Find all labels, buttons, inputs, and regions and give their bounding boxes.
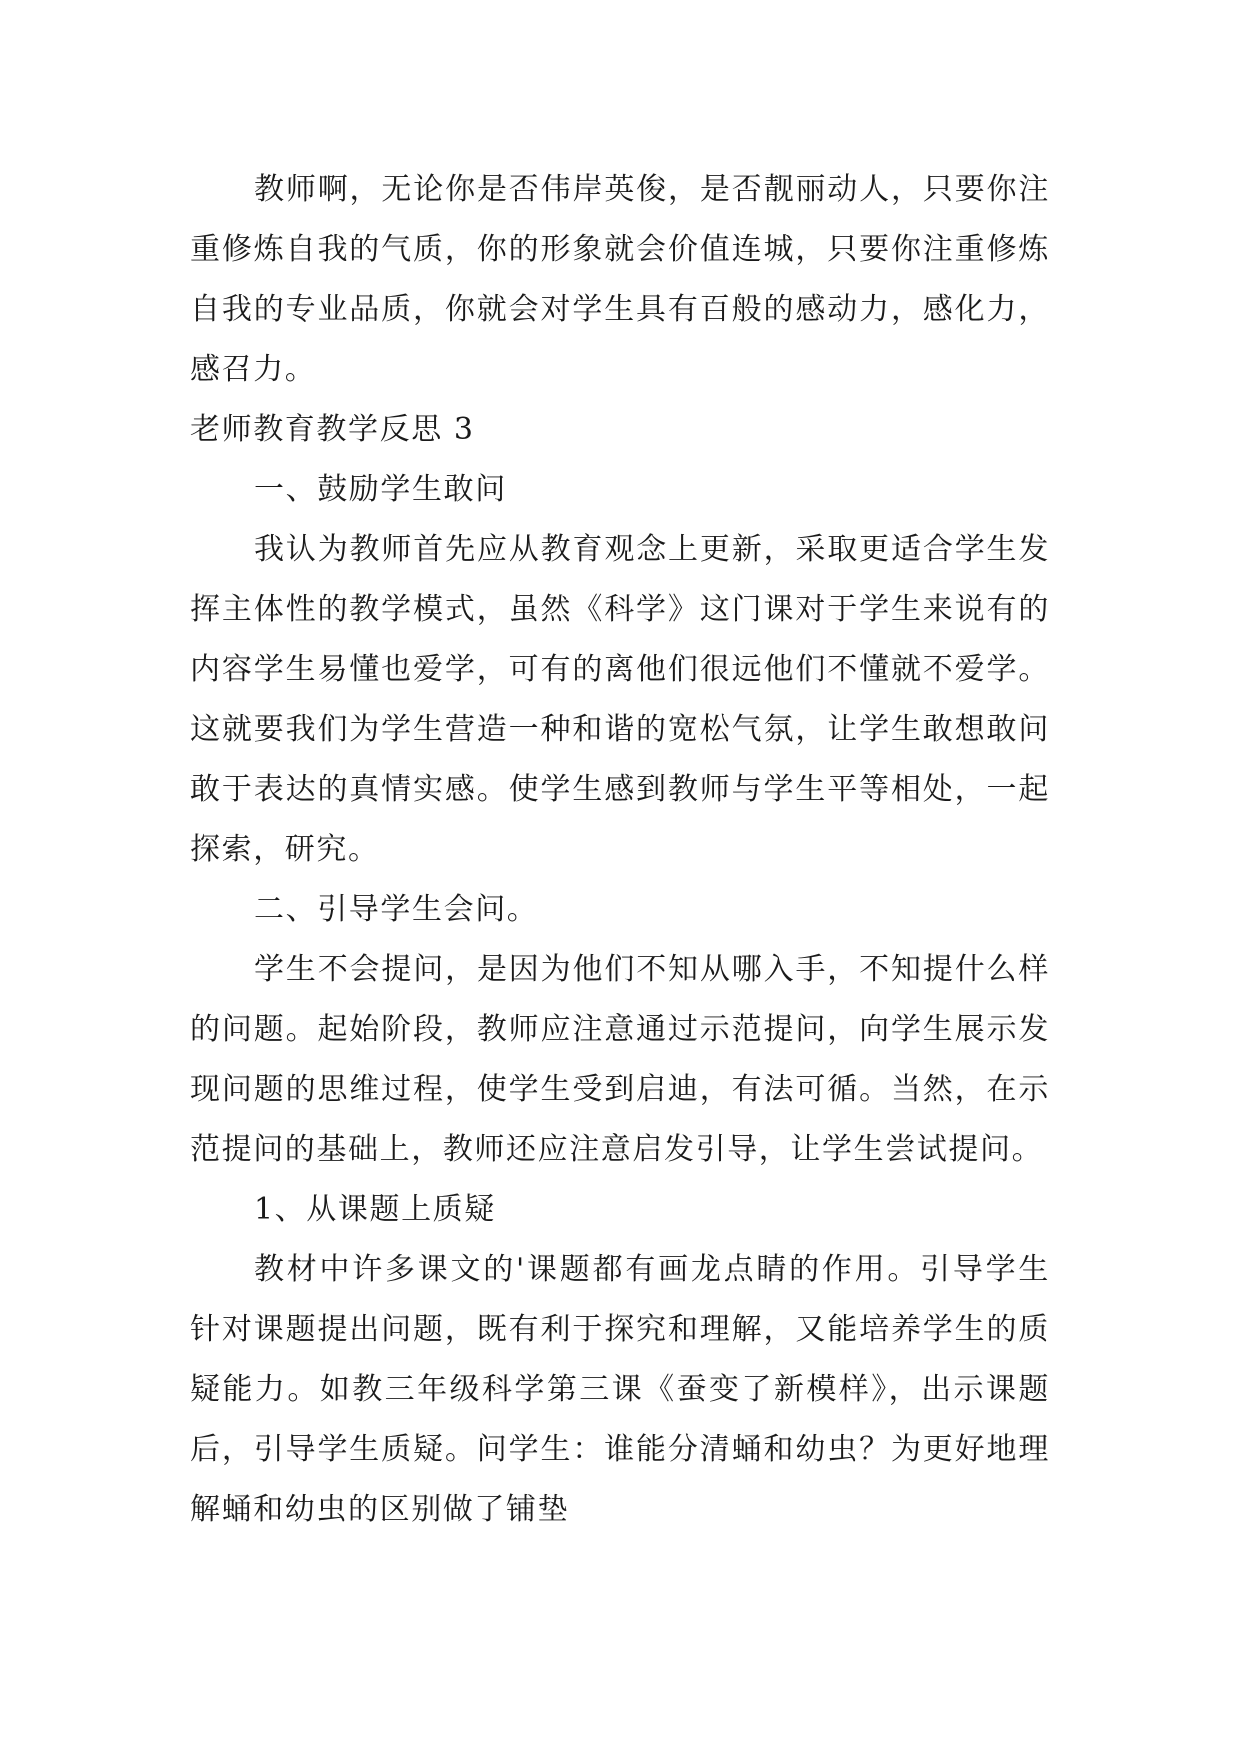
section-title: 老师教育教学反思 3 (190, 412, 475, 447)
document-page (190, 160, 1050, 1540)
body-paragraph: 我认为教师首先应从教育观念上更新，采取更适合学生发挥主体性的教学模式，虽然《科学》这门课对于学生来说有的内容学生易懂也爱学，可有的离他们很远他们不懂就不爱学。这就要我们为学生营造一种和谐的宽松气氛，让学生敢想敢问敢于表达的真情实感。使学生感到教师与学生平等相处，一起探索，研究。 (190, 532, 1050, 867)
body-paragraph: 教材中许多课文的'课题都有画龙点睛的作用。引导学生针对课题提出问题，既有利于探究和理解，又能培养学生的质疑能力。如教三年级科学第三课《蚕变了新模样》，出示课题后，引导学生质疑。问学生：谁能分清蛹和幼虫？为更好地理解蛹和幼虫的区别做了铺垫 (190, 1252, 1050, 1527)
body-paragraph: 学生不会提问，是因为他们不知从哪入手，不知提什么样的问题。起始阶段，教师应注意通过示范提问，向学生展示发现问题的思维过程，使学生受到启迪，有法可循。当然，在示范提问的基础上，教师还应注意启发引导，让学生尝试提问。 (190, 952, 1050, 1167)
subheading: 一、鼓励学生敢问 (254, 472, 507, 507)
subheading: 二、引导学生会问。 (254, 892, 539, 927)
body-paragraph: 教师啊，无论你是否伟岸英俊，是否靓丽动人，只要你注重修炼自我的气质，你的形象就会价值连城，只要你注重修炼自我的专业品质，你就会对学生具有百般的感动力，感化力，感召力。 (190, 172, 1050, 387)
subheading: 1、从课题上质疑 (254, 1192, 496, 1227)
